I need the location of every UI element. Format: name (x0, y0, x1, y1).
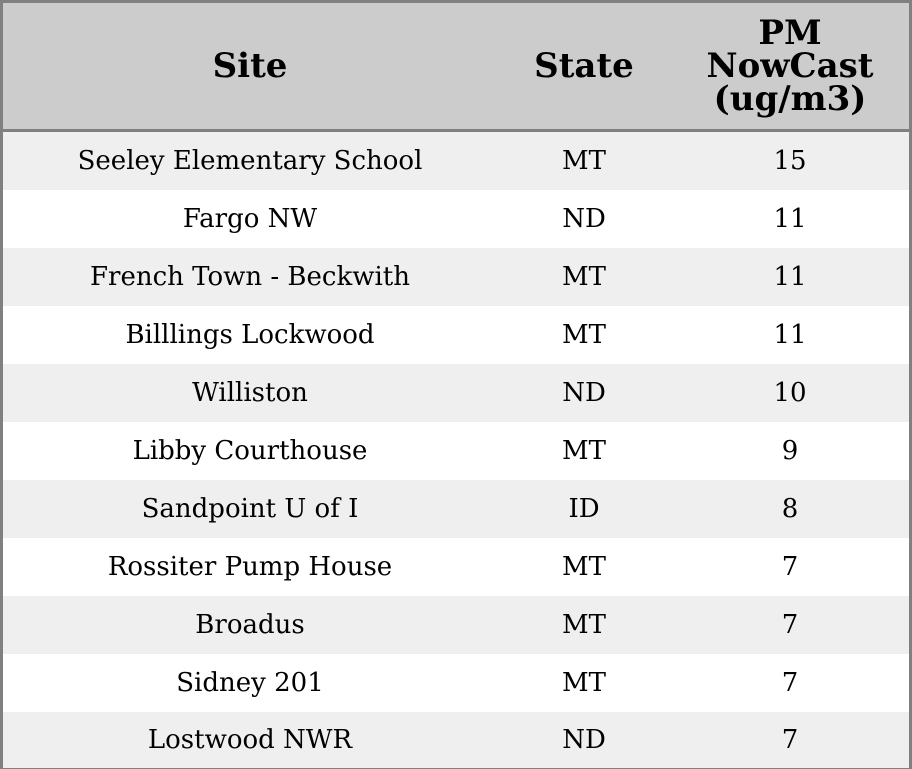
header-pm-line3: (ug/m3) (713, 78, 867, 119)
header-pm-line2: NowCast (706, 45, 874, 86)
cell-pm: 11 (671, 306, 909, 364)
cell-state: MT (497, 248, 671, 306)
header-pm-line1: PM (758, 12, 822, 53)
header-state: State (497, 3, 671, 131)
cell-state: ND (497, 190, 671, 248)
cell-pm: 7 (671, 712, 909, 768)
cell-site: French Town - Beckwith (3, 248, 497, 306)
cell-pm: 15 (671, 131, 909, 191)
table-row (3, 480, 909, 538)
cell-state: ID (497, 480, 671, 538)
cell-state: ND (497, 364, 671, 422)
table-row (3, 131, 909, 191)
cell-state: MT (497, 596, 671, 654)
cell-pm: 9 (671, 422, 909, 480)
cell-pm: 10 (671, 364, 909, 422)
table-row (3, 422, 909, 480)
cell-state: MT (497, 654, 671, 712)
table-row (3, 538, 909, 596)
cell-site: Williston (3, 364, 497, 422)
cell-pm: 7 (671, 654, 909, 712)
cell-pm: 7 (671, 596, 909, 654)
table-header (3, 3, 909, 131)
cell-pm: 7 (671, 538, 909, 596)
cell-state: MT (497, 131, 671, 191)
table-row (3, 654, 909, 712)
cell-site: Broadus (3, 596, 497, 654)
cell-site: Sidney 201 (3, 654, 497, 712)
table-row (3, 596, 909, 654)
table-row (3, 248, 909, 306)
pm-nowcast-table (3, 3, 909, 768)
cell-site: Lostwood NWR (3, 712, 497, 768)
cell-site: Rossiter Pump House (3, 538, 497, 596)
table-row (3, 306, 909, 364)
cell-pm: 11 (671, 190, 909, 248)
table-body (3, 131, 909, 769)
table-row (3, 712, 909, 768)
cell-site: Billlings Lockwood (3, 306, 497, 364)
cell-site: Seeley Elementary School (3, 131, 497, 191)
header-pm-nowcast (671, 3, 909, 131)
cell-state: MT (497, 538, 671, 596)
header-row (3, 3, 909, 131)
cell-state: MT (497, 422, 671, 480)
cell-site: Sandpoint U of I (3, 480, 497, 538)
table-row (3, 364, 909, 422)
cell-pm: 8 (671, 480, 909, 538)
cell-site: Libby Courthouse (3, 422, 497, 480)
cell-site: Fargo NW (3, 190, 497, 248)
table-row (3, 190, 909, 248)
cell-state: ND (497, 712, 671, 768)
header-site: Site (3, 3, 497, 131)
cell-state: MT (497, 306, 671, 364)
cell-pm: 11 (671, 248, 909, 306)
